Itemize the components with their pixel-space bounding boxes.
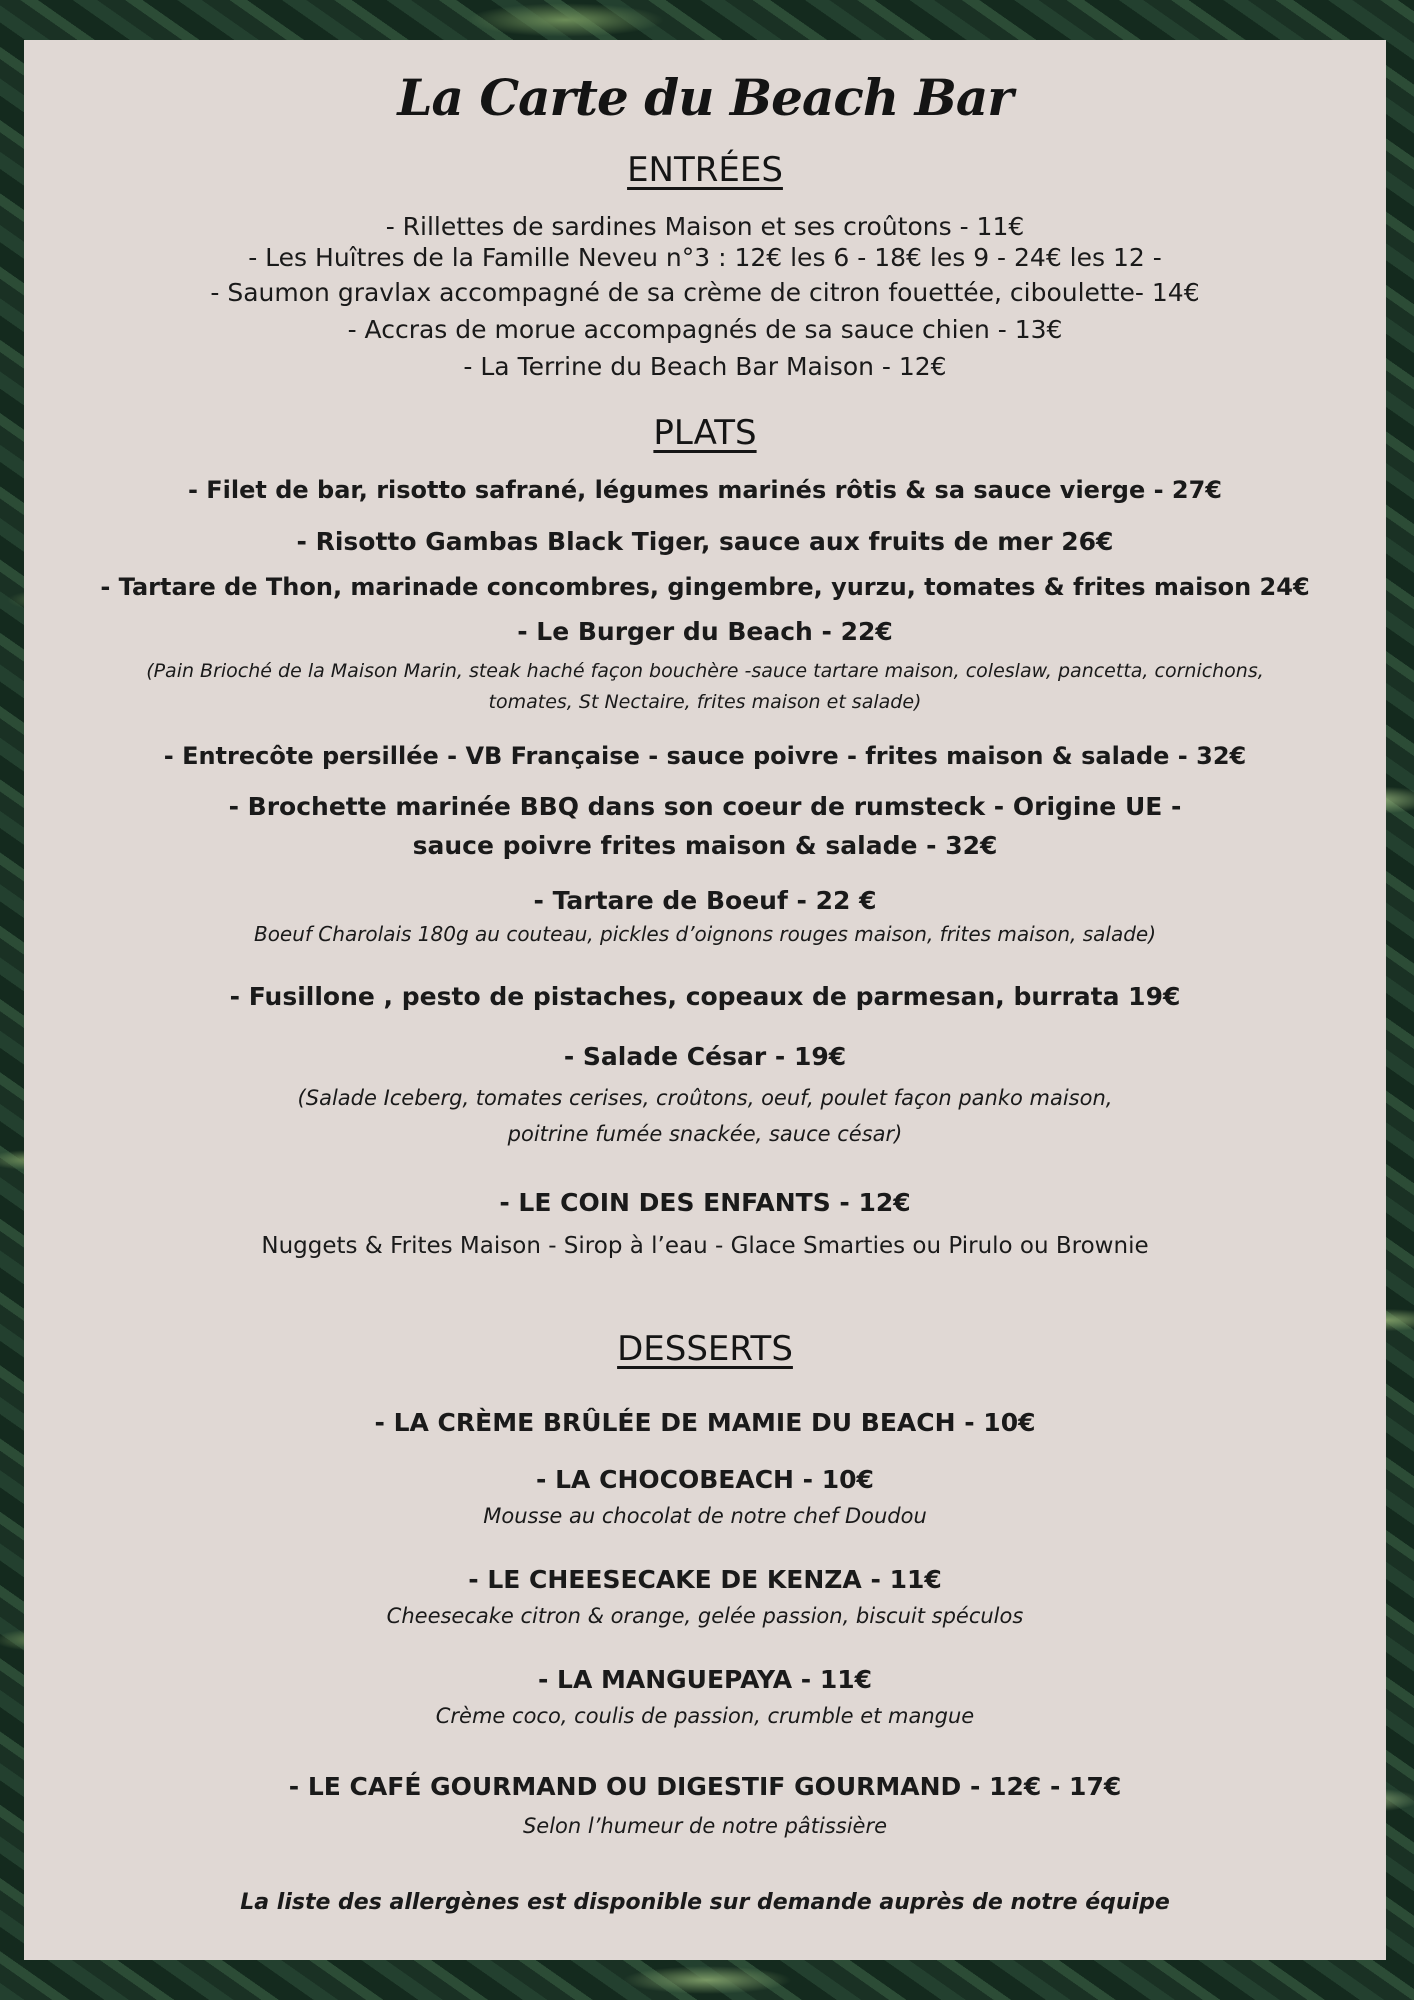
dish-entrecote: - Entrecôte persillée - VB Française - sauce poivre - frites maison & salade - 32€ xyxy=(163,742,1247,770)
entrees-heading: ENTRÉES xyxy=(627,150,783,190)
dessert-chocobeach: - LA CHOCOBEACH - 10€ xyxy=(536,1465,874,1494)
entree-item: - La Terrine du Beach Bar Maison - 12€ xyxy=(463,352,947,381)
allergen-notice: La liste des allergènes est disponible sur demande auprès de notre équipe xyxy=(240,1890,1170,1915)
cafe-gourmand-description: Selon l’humeur de notre pâtissière xyxy=(522,1814,888,1838)
cheesecake-description: Cheesecake citron & orange, gelée passion, biscuit spéculos xyxy=(386,1604,1024,1628)
burger-description: tomates, St Nectaire, frites maison et salade) xyxy=(488,691,922,713)
salade-description: poitrine fumée snackée, sauce césar) xyxy=(507,1122,903,1146)
dish-brochette: - Brochette marinée BBQ dans son coeur de rumsteck - Origine UE - xyxy=(228,792,1182,821)
plats-heading: PLATS xyxy=(653,413,757,453)
dish-salade-cesar: - Salade César - 19€ xyxy=(563,1042,847,1071)
dessert-cafe-gourmand: - LE CAFÉ GOURMAND OU DIGESTIF GOURMAND - 12€ - 17€ xyxy=(288,1772,1122,1801)
burger-description: (Pain Brioché de la Maison Marin, steak haché façon bouchère -sauce tartare maison, coleslaw, pancetta, cornichons, xyxy=(146,660,1264,682)
dish-burger: - Le Burger du Beach - 22€ xyxy=(517,617,893,646)
entree-item: - Rillettes de sardines Maison et ses croûtons - 11€ xyxy=(385,212,1025,241)
dish-filet: - Filet de bar, risotto safrané, légumes marinés rôtis & sa sauce vierge - 27€ xyxy=(187,476,1223,504)
menu-title: La Carte du Beach Bar xyxy=(397,68,1013,127)
chocobeach-description: Mousse au chocolat de notre chef Doudou xyxy=(483,1504,927,1528)
dish-brochette: sauce poivre frites maison & salade - 32€ xyxy=(412,831,998,860)
menu-card xyxy=(24,40,1386,1960)
kids-menu: - LE COIN DES ENFANTS - 12€ xyxy=(499,1188,911,1217)
dessert-manguepaya: - LA MANGUEPAYA - 11€ xyxy=(537,1665,873,1694)
manguepaya-description: Crème coco, coulis de passion, crumble et mangue xyxy=(435,1704,975,1728)
entree-item: - Les Huîtres de la Famille Neveu n°3 : 12€ les 6 - 18€ les 9 - 24€ les 12 - xyxy=(248,243,1162,272)
entree-item: - Saumon gravlax accompagné de sa crème de citron fouettée, ciboulette- 14€ xyxy=(210,278,1200,307)
salade-description: (Salade Iceberg, tomates cerises, croûtons, oeuf, poulet façon panko maison, xyxy=(297,1086,1113,1110)
dish-tartare-thon: - Tartare de Thon, marinade concombres, gingembre, yurzu, tomates & frites maison 24€ xyxy=(100,573,1310,601)
dessert-creme-brulee: - LA CRÈME BRÛLÉE DE MAMIE DU BEACH - 10€ xyxy=(374,1408,1036,1437)
dish-fusillone: - Fusillone , pesto de pistaches, copeaux de parmesan, burrata 19€ xyxy=(229,982,1181,1011)
dish-risotto: - Risotto Gambas Black Tiger, sauce aux fruits de mer 26€ xyxy=(296,527,1114,556)
kids-menu-description: Nuggets & Frites Maison - Sirop à l’eau - Glace Smarties ou Pirulo ou Brownie xyxy=(261,1233,1149,1259)
tartare-boeuf-description: Boeuf Charolais 180g au couteau, pickles d’oignons rouges maison, frites maison, salade) xyxy=(253,922,1157,946)
dessert-cheesecake: - LE CHEESECAKE DE KENZA - 11€ xyxy=(468,1565,942,1594)
dish-tartare-boeuf: - Tartare de Boeuf - 22 € xyxy=(533,886,877,915)
desserts-heading: DESSERTS xyxy=(617,1329,793,1369)
entree-item: - Accras de morue accompagnés de sa sauce chien - 13€ xyxy=(347,315,1063,344)
